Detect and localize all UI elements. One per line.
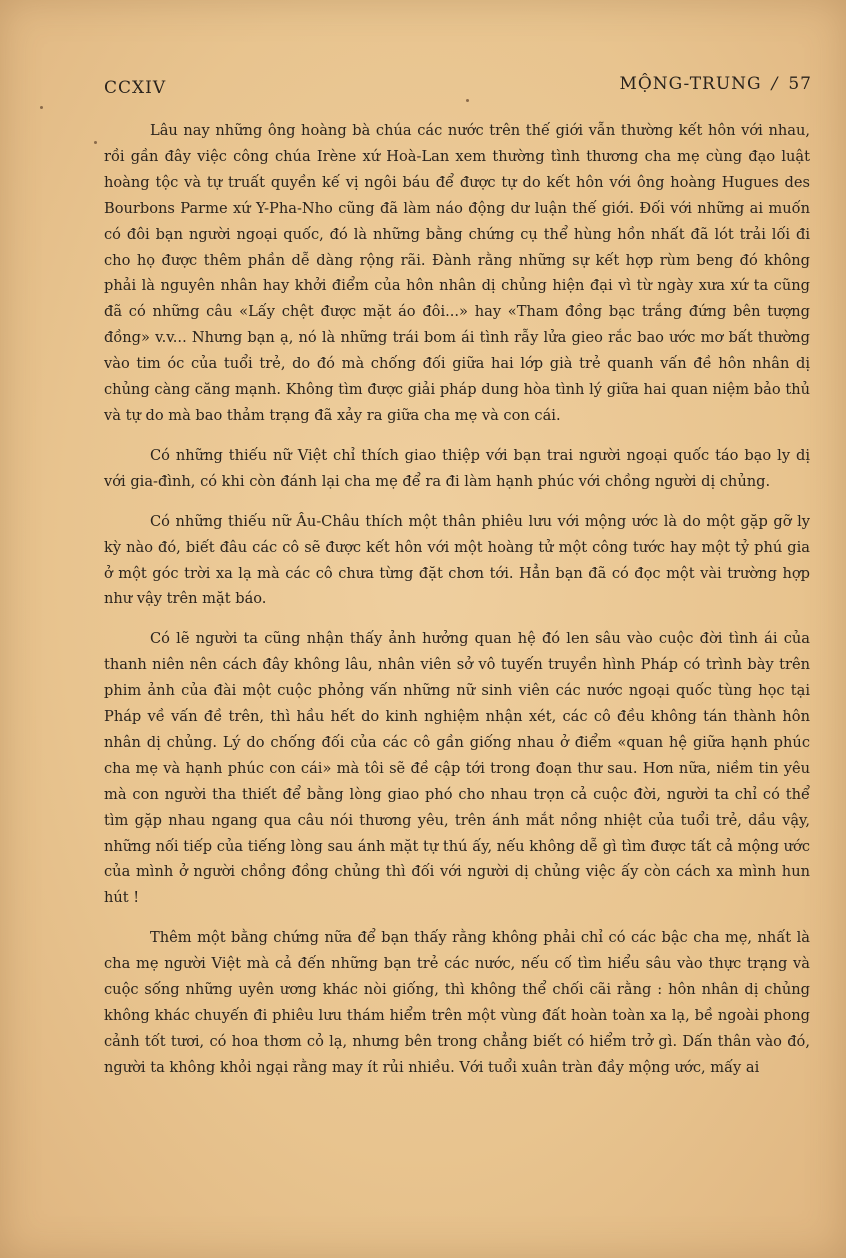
page-number: 57 [788, 74, 812, 94]
header-right [619, 74, 812, 94]
paragraph: Có những thiếu nữ Việt chỉ thích giao thiệp với bạn trai người ngoại quốc táo bạo ly dị với gia-đình, có khi còn đánh lại cha mẹ để ra đi làm hạnh phúc với chồng người dị chủng. [104, 446, 810, 490]
paragraph: Có những thiếu nữ Âu-Châu thích một thân phiêu lưu với mộng ước là do một gặp gỡ ly kỳ nào đó, biết đâu các cô sẽ được kết hôn với một hoàng tử một công tước hay một tỷ phú gia ở một góc trời xa lạ mà các cô chưa từng đặt chơn tới. Hẳn bạn đã có đọc một vài trường hợp như vậy trên mặt báo. [104, 512, 810, 608]
page-speck [94, 141, 97, 144]
page-roman-numeral: CCXIV [104, 78, 167, 98]
paragraph: Lâu nay những ông hoàng bà chúa các nước trên thế giới vẫn thường kết hôn với nhau, rồi gần đây việc công chúa Irène xứ Hoà-Lan xem thường tình thương cha mẹ cùng đạo luật hoàng tộc và tự truất quyền kế vị ngôi báu để được tự do kết hôn với ông hoàng Hugues des Bourbons Parme xứ Y-Pha-Nho cũng đã làm náo động dư luận thế giới. Đối với những ai muốn có đôi bạn người ngoại quốc, đó là những bằng chứng cụ thể hùng hồn nhất đã lót trải lối đi cho họ được thêm phần dễ dàng rộng rãi. Đành rằng những sự kết hợp rùm beng đó không phải là nguyên nhân hay khởi điểm của hôn nhân dị chủng hiện đại vì từ ngày xưa xứ ta cũng đã có những câu «Lấy chệt được mặt áo đôi...» hay «Tham đồng bạc trắng đứng bên tượng đồng» v.v... Nhưng bạn ạ, nó là những trái bom ái tình rẫy lửa gieo rắc bao ước mơ bất thường vào tim óc của tuổi trẻ, do đó mà chống đối giữa hai lớp già trẻ quanh vấn đề hôn nhân dị chủng càng căng mạnh. Không tìm được giải pháp dung hòa tình lý giữa hai quan niệm bảo thủ và tự do mà bao thảm trạng đã xảy ra giữa cha mẹ và con cái. [104, 122, 810, 424]
paragraph: Thêm một bằng chứng nữa để bạn thấy rằng không phải chỉ có các bậc cha mẹ, nhất là cha mẹ người Việt mà cả đến những bạn trẻ các nước, nếu cố tìm hiểu sâu vào thực trạng và cuộc sống những uyên ương khác nòi giống, thì không thể chối cãi rằng : hôn nhân dị chủng không khác chuyến đi phiêu lưu thám hiểm trên một vùng đất hoàn toàn xa lạ, bề ngoài phong cảnh tốt tươi, có hoa thơm cỏ lạ, nhưng bên trong chẳng biết có hiểm trở gì. Dấn thân vào đó, người ta không khỏi ngại rằng may ít rủi nhiều. Với tuổi xuân tràn đầy mộng ước, mấy ai [104, 929, 810, 1076]
author-name: MỘNG-TRUNG [619, 74, 762, 94]
paragraph: Có lẽ người ta cũng nhận thấy ảnh hưởng quan hệ đó len sâu vào cuộc đời tình ái của thanh niên nên cách đây không lâu, nhân viên sở vô tuyến truyền hình Pháp có trình bày trên phim ảnh của đài một cuộc phỏng vấn những nữ sinh viên các nước ngoại quốc tùng học tại Pháp về vấn đề trên, thì hầu hết do kinh nghiệm nhận xét, các cô đều không tán thành hôn nhân dị chủng. Lý do chống đối của các cô gần giống nhau ở điểm «quan hệ giữa hạnh phúc cha mẹ và hạnh phúc con cái» mà tôi sẽ đề cập tới trong đoạn thư sau. Hơn nữa, niềm tin yêu mà con người tha thiết để bằng lòng giao phó cho nhau trọn cả cuộc đời, người ta chỉ có thể tìm gặp nhau ngang qua câu nói thương yêu, trên ánh mắt nồng nhiệt của tuổi trẻ, dầu vậy, những nối tiếp của tiếng lòng sau ánh mặt tự thú ấy, nếu không dễ gì tìm được tất cả mộng ước của mình ở người chồng đồng chủng thì đối với người dị chủng việc ấy còn cách xa mình hun hút ! [104, 630, 810, 907]
page-speck [40, 106, 43, 109]
running-header [104, 74, 812, 100]
body-text [104, 118, 810, 1095]
header-separator: / [771, 74, 779, 94]
